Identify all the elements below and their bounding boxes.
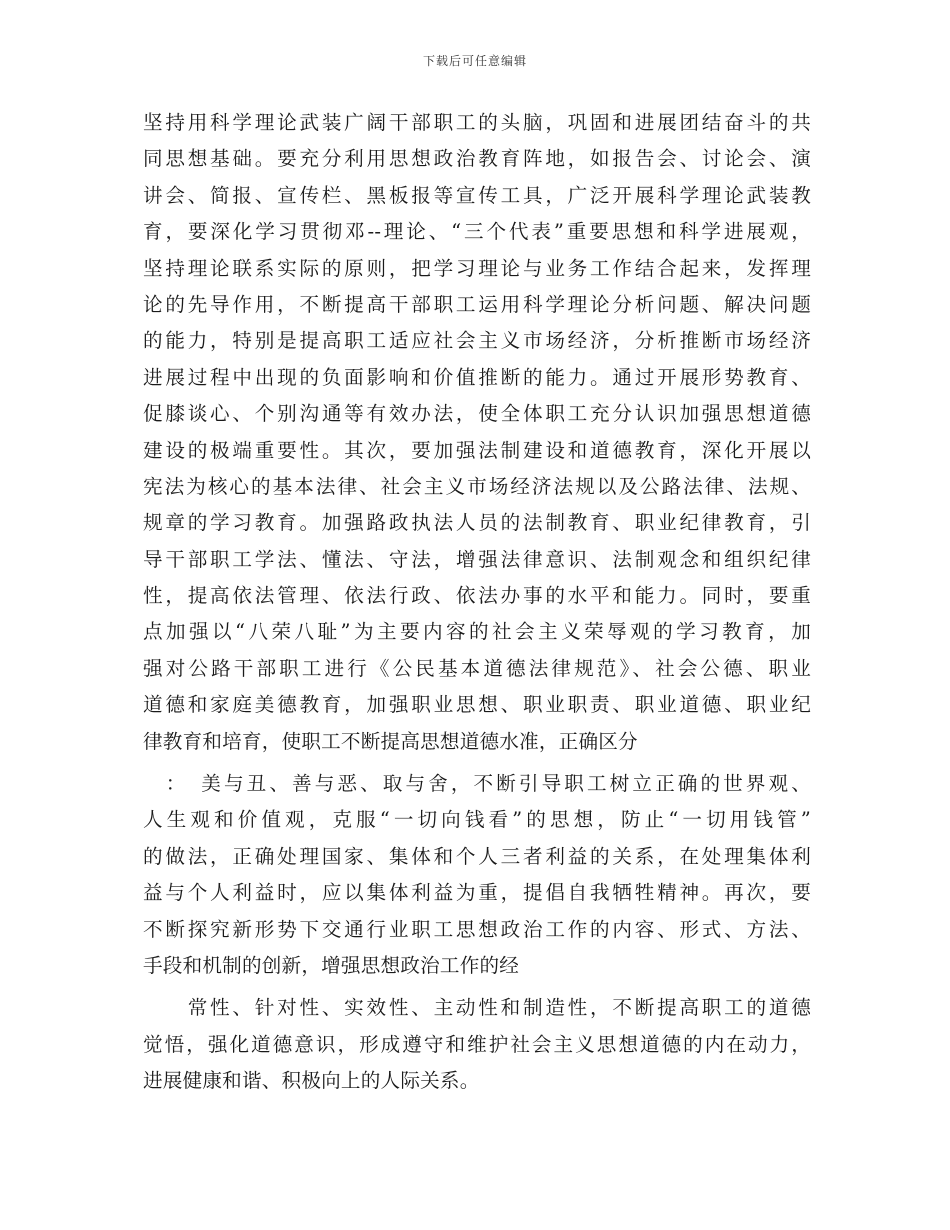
- text-line: 道德和家庭美德教育，加强职业思想、职业职责、职业道德、职业纪: [143, 693, 811, 717]
- paragraph-3: [143, 990, 811, 1099]
- text-line: 强对公路干部职工进行《公民基本道德法律规范》、社会公德、职业: [143, 656, 811, 680]
- text-line: 的做法，正确处理国家、集体和个人三者利益的关系，在处理集体利: [143, 844, 811, 868]
- text-line: 论的先导作用，不断提高干部职工运用科学理论分析问题、解决问题: [143, 292, 811, 316]
- text-line: 规章的学习教育。加强路政执法人员的法制教育、职业纪律教育，引: [143, 511, 811, 535]
- document-body: [143, 105, 811, 1100]
- text-line: 进展过程中出现的负面影响和价值推断的能力。通过开展形势教育、: [143, 365, 811, 389]
- text-line: 进展健康和谐、积极向上的人际关系。: [143, 1069, 480, 1093]
- page-header: 下载后可任意编辑: [422, 54, 527, 68]
- paragraph-1: [143, 105, 811, 760]
- text-line: 同思想基础。要充分利用思想政治教育阵地，如报告会、讨论会、演: [143, 147, 811, 171]
- text-line: 常性、针对性、实效性、主动性和制造性，不断提高职工的道德: [143, 996, 811, 1020]
- text-line: 促膝谈心、个别沟通等有效办法，使全体职工充分认识加强思想道德: [143, 402, 811, 426]
- text-line: 人生观和价值观，克服“一切向钱看”的思想，防止“一切用钱管”: [143, 808, 811, 832]
- text-line: 点加强以“八荣八耻”为主要内容的社会主义荣辱观的学习教育，加: [143, 620, 811, 644]
- text-line: 坚持用科学理论武装广阔干部职工的头脑，巩固和进展团结奋斗的共: [143, 111, 811, 134]
- text-line: 导干部职工学法、懂法、守法，增强法律意识、法制观念和组织纪律: [143, 547, 811, 571]
- text-line: 坚持理论联系实际的原则，把学习理论与业务工作结合起来，发挥理: [143, 256, 811, 280]
- text-line: 性，提高依法管理、依法行政、依法办事的水平和能力。同时，要重: [143, 584, 811, 608]
- text-line: 不断探究新形势下交通行业职工思想政治工作的内容、形式、方法、: [143, 917, 811, 941]
- text-line: 觉悟，强化道德意识，形成遵守和维护社会主义思想道德的内在动力，: [143, 1032, 811, 1056]
- text-line: 律教育和培育，使职工不断提高思想道德水准，正确区分: [143, 729, 638, 753]
- text-line: 建设的极端重要性。其次，要加强法制建设和道德教育，深化开展以: [143, 438, 811, 462]
- text-line: 的能力，特别是提高职工适应社会主义市场经济，分析推断市场经济: [143, 329, 811, 353]
- paragraph-2: [143, 766, 811, 984]
- text-line: 育，要深化学习贯彻邓--理论、“三个代表”重要思想和科学进展观，: [143, 220, 811, 244]
- text-line: 手段和机制的创新，增强思想政治工作的经: [143, 953, 520, 977]
- text-line: 讲会、简报、宣传栏、黑板报等宣传工具，广泛开展科学理论武装教: [143, 183, 811, 207]
- text-line: 益与个人利益时，应以集体利益为重，提倡自我牺牲精神。再次，要: [143, 881, 811, 905]
- text-line: ： 美与丑、善与恶、取与舍，不断引导职工树立正确的世界观、: [143, 772, 811, 796]
- text-line: 宪法为核心的基本法律、社会主义市场经济法规以及公路法律、法规、: [143, 474, 811, 498]
